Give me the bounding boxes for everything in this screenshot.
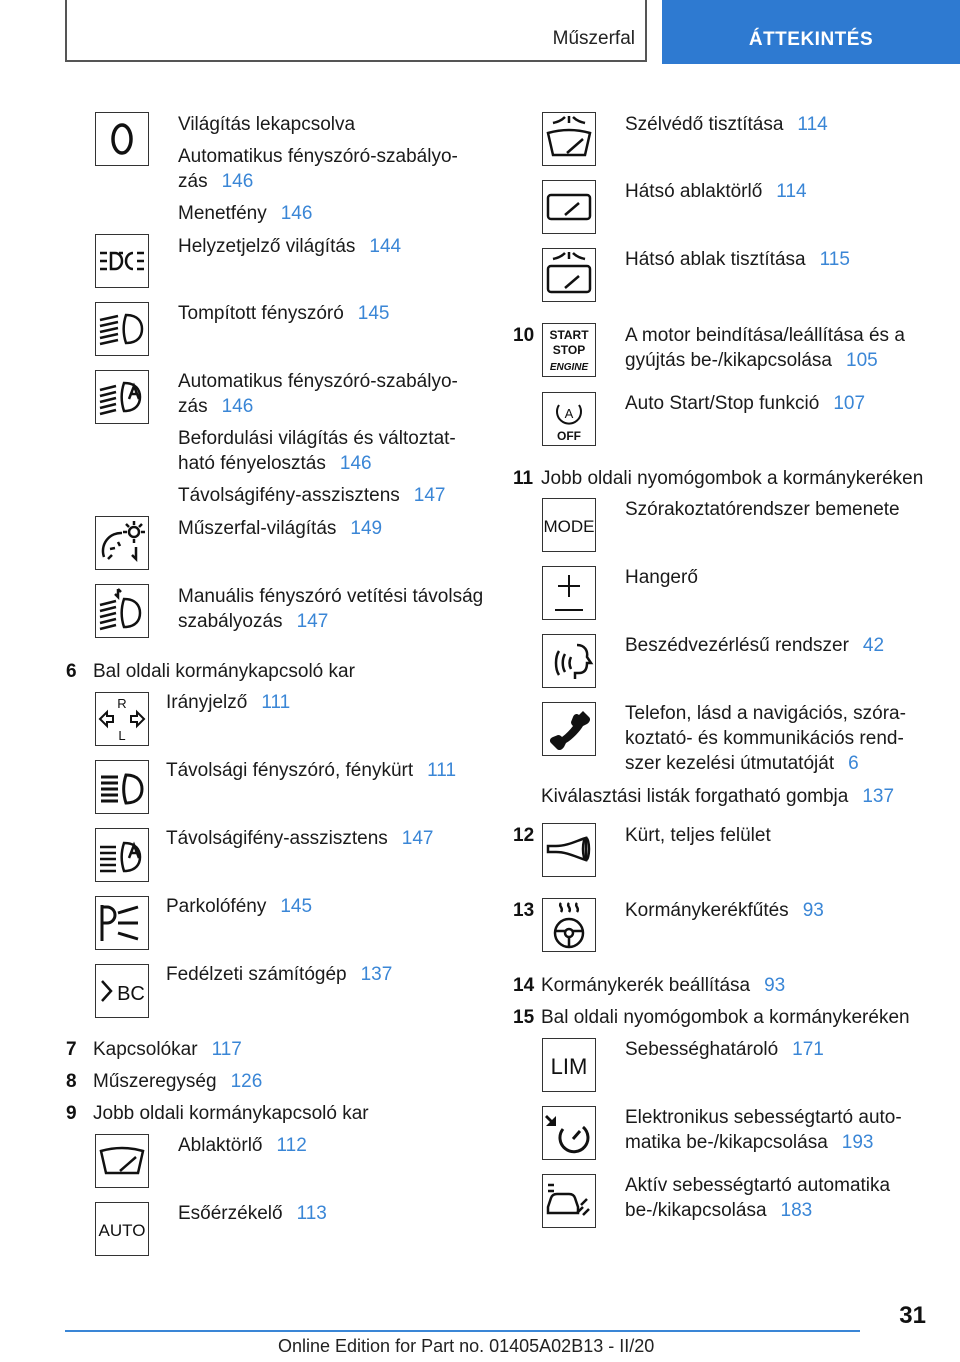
- low-beam-line: [178, 301, 390, 326]
- cruise-text-2: matika be-/kikapcsolása: [625, 1132, 828, 1153]
- steering-heating-icon: [542, 898, 596, 952]
- voice-line: [625, 633, 884, 658]
- phone-text-3: szer kezelési útmutatóját: [625, 753, 835, 774]
- page-ref[interactable]: 111: [427, 760, 457, 781]
- page-ref[interactable]: 105: [846, 350, 878, 371]
- high-beam-line: [166, 758, 456, 783]
- lim-line: [625, 1037, 824, 1062]
- parking2-text: Parkolófény: [166, 896, 267, 917]
- rain-line: [178, 1201, 327, 1226]
- highbeam-assist-text: Távolságifény-asszisztens: [178, 485, 400, 506]
- daytime-line: [178, 201, 312, 226]
- item-14-line: [541, 973, 785, 998]
- item-8-line: [93, 1069, 262, 1094]
- page-ref[interactable]: 6: [848, 753, 859, 774]
- parking-lights-icon: [95, 234, 149, 288]
- cornering-text-2: ható fényelosztás: [178, 453, 326, 474]
- heating-text: Kormánykerékfűtés: [625, 900, 789, 921]
- page-ref[interactable]: 117: [211, 1039, 242, 1060]
- auto-headlight-text-2: zás: [178, 171, 208, 192]
- page-ref[interactable]: 42: [862, 635, 885, 656]
- cruise-text: Elektronikus sebességtartó auto-: [625, 1107, 902, 1128]
- page-ref[interactable]: 147: [401, 828, 434, 849]
- phone-text: Telefon, lásd a navigációs, szóra-: [625, 703, 906, 724]
- turn-r-label: R: [117, 696, 127, 711]
- high-beam-icon: [95, 760, 149, 814]
- item-number: 7: [66, 1039, 77, 1060]
- item-number: 12: [513, 825, 535, 846]
- auto-headlight-line: [178, 169, 253, 194]
- rear-wash-line: [625, 247, 850, 272]
- page-ref[interactable]: 137: [862, 786, 895, 807]
- hba2-line: [166, 826, 433, 851]
- volume-icon: [542, 566, 596, 620]
- page-ref[interactable]: 171: [792, 1039, 824, 1060]
- page-ref[interactable]: 145: [280, 896, 313, 917]
- instrument-lighting-icon: [95, 516, 149, 570]
- parking2-line: [166, 894, 312, 919]
- auto-start-stop-text: Auto Start/Stop funkció: [625, 393, 820, 414]
- parking-lights-line: [178, 234, 401, 259]
- page-ref[interactable]: 193: [841, 1132, 874, 1153]
- engine-label: ENGINE: [549, 362, 589, 373]
- acc-line: [625, 1198, 812, 1223]
- rain-sensor-icon: [95, 1202, 149, 1256]
- item-9-text: Jobb oldali kormánykapcsoló kar: [93, 1103, 369, 1124]
- headlight-range-text: Manuális fényszóró vetítési távolság: [178, 586, 484, 607]
- page-ref[interactable]: 146: [339, 453, 372, 474]
- page-ref[interactable]: 107: [833, 393, 866, 414]
- rear-wash-text: Hátsó ablak tisztítása: [625, 249, 806, 270]
- bc-line: [166, 962, 392, 987]
- cruise-line: [625, 1130, 873, 1155]
- page-ref[interactable]: 146: [280, 203, 313, 224]
- item-7-line: [93, 1037, 242, 1062]
- footer-rule: [65, 1330, 860, 1332]
- parking-lights-text: Helyzetjelző világítás: [178, 236, 356, 257]
- auto-a-label: A: [564, 406, 574, 421]
- daytime-text: Menetfény: [178, 203, 267, 224]
- voice-control-icon: [542, 634, 596, 688]
- auto-headlight-text: Automatikus fényszóró-szabályo-: [178, 146, 458, 167]
- item-7-text: Kapcsolókar: [93, 1039, 198, 1060]
- cruise-control-icon: [542, 1106, 596, 1160]
- item-number: 9: [66, 1103, 77, 1124]
- page-ref[interactable]: 147: [413, 485, 446, 506]
- highbeam-assist-icon: [95, 828, 149, 882]
- page-ref[interactable]: 183: [780, 1200, 813, 1221]
- turn-signal-icon: [95, 692, 149, 746]
- rear-wiper-line: [625, 179, 807, 204]
- phone-text-2: koztató- és kommunikációs rend-: [625, 728, 904, 749]
- washer-icon: [542, 112, 596, 166]
- auto-headlight-icon: [95, 370, 149, 424]
- rear-wiper-icon: [542, 180, 596, 234]
- instrument-light-line: [178, 516, 382, 541]
- page-ref[interactable]: 114: [776, 181, 807, 202]
- horn-text: Kürt, teljes felület: [625, 825, 771, 846]
- acc-text: Aktív sebességtartó automatika: [625, 1175, 891, 1196]
- rear-wiper-text: Hátsó ablaktörlő: [625, 181, 763, 202]
- start-stop-text: A motor beindítása/leállítása és a: [625, 325, 905, 346]
- start-stop-text-2: gyújtás be-/kikapcsolása: [625, 350, 832, 371]
- item-number: 11: [513, 468, 534, 489]
- section-title: Műszerfal: [552, 28, 635, 49]
- heating-line: [625, 898, 824, 923]
- auto-start-stop-icon: [542, 392, 596, 446]
- start-label: START: [549, 328, 589, 342]
- phone-icon: [542, 702, 596, 756]
- off-label: OFF: [557, 429, 581, 443]
- rain-text: Esőérzékelő: [178, 1203, 283, 1224]
- turn-l-label: L: [118, 728, 126, 743]
- page-ref[interactable]: 137: [360, 964, 393, 985]
- page-ref[interactable]: 114: [797, 114, 828, 135]
- item-8-text: Műszeregység: [93, 1071, 217, 1092]
- start-stop-line: [625, 348, 878, 373]
- wiper-text: Ablaktörlő: [178, 1135, 263, 1156]
- mode-label: MODE: [543, 517, 595, 536]
- item-number: 15: [513, 1007, 535, 1028]
- hba2-text: Távolságifény-asszisztens: [166, 828, 388, 849]
- page-ref[interactable]: 115: [819, 249, 850, 270]
- acc-text-2: be-/kikapcsolása: [625, 1200, 767, 1221]
- mode-icon: [542, 498, 596, 552]
- page-number: 31: [899, 1302, 926, 1329]
- headlight-range-line: [178, 609, 328, 634]
- highbeam-assist-line: [178, 483, 445, 508]
- page-ref[interactable]: 111: [261, 692, 291, 713]
- volume-text: Hangerő: [625, 567, 698, 588]
- item-6-text: Bal oldali kormánykapcsoló kar: [93, 661, 355, 682]
- page-ref[interactable]: 145: [357, 303, 390, 324]
- page-ref[interactable]: 93: [802, 900, 824, 921]
- low-beam-text: Tompított fényszóró: [178, 303, 344, 324]
- mode-text: Szórakoztatórendszer bemenete: [625, 499, 900, 520]
- thumbwheel-text: Kiválasztási listák forgatható gombja: [541, 786, 849, 807]
- item-14-text: Kormánykerék beállítása: [541, 975, 751, 996]
- auto-start-stop-line: [625, 391, 865, 416]
- page-ref[interactable]: 146: [221, 396, 254, 417]
- lim-text: Sebességhatároló: [625, 1039, 779, 1060]
- light-off-text: Világítás lekapcsolva: [178, 114, 356, 135]
- phone-line: [625, 751, 859, 776]
- page-ref[interactable]: 126: [230, 1071, 263, 1092]
- auto-headlight-b-text: Automatikus fényszóró-szabályo-: [178, 371, 458, 392]
- item-number: 6: [66, 661, 77, 682]
- page-ref[interactable]: 93: [764, 975, 786, 996]
- wiper-icon: [95, 1134, 149, 1188]
- item-15-text: Bal oldali nyomógombok a kormánykeréken: [541, 1007, 910, 1028]
- chapter-tab[interactable]: ÁTTEKINTÉS: [662, 0, 960, 64]
- parking-light-icon: [95, 896, 149, 950]
- washer-text: Szélvédő tisztítása: [625, 114, 784, 135]
- page-ref[interactable]: 149: [350, 518, 383, 539]
- page-ref[interactable]: 112: [276, 1135, 307, 1156]
- low-beam-icon: [95, 302, 149, 356]
- cornering-text: Befordulási világítás és változtat-: [178, 428, 456, 449]
- thumbwheel-line: [541, 784, 894, 809]
- high-beam-text: Távolsági fényszóró, fénykürt: [166, 760, 414, 781]
- headlight-range-text-2: szabályozás: [178, 611, 283, 632]
- headlight-range-icon: [95, 584, 149, 638]
- page-ref[interactable]: 113: [296, 1203, 327, 1224]
- page-ref[interactable]: 147: [296, 611, 329, 632]
- speed-limiter-icon: [542, 1038, 596, 1092]
- bc-text: Fedélzeti számítógép: [166, 964, 347, 985]
- page-ref[interactable]: 146: [221, 171, 254, 192]
- auto-headlight-b-text-2: zás: [178, 396, 208, 417]
- rear-wash-icon: [542, 248, 596, 302]
- instrument-light-text: Műszerfal-világítás: [178, 518, 337, 539]
- item-11-text: Jobb oldali nyomógombok a kormánykeréken: [541, 468, 924, 489]
- stop-label: STOP: [552, 343, 586, 357]
- light-off-icon: [95, 112, 149, 166]
- horn-icon: [542, 823, 596, 877]
- turn-signal-text: Irányjelző: [166, 692, 248, 713]
- lim-label: LIM: [550, 1054, 588, 1079]
- voice-text: Beszédvezérlésű rendszer: [625, 635, 849, 656]
- item-number: 10: [513, 325, 535, 346]
- active-cruise-icon: [542, 1174, 596, 1228]
- washer-line: [625, 112, 828, 137]
- auto-label: AUTO: [98, 1221, 146, 1240]
- cornering-line: [178, 451, 372, 476]
- page-ref[interactable]: 144: [369, 236, 402, 257]
- wiper-line: [178, 1133, 307, 1158]
- auto-headlight-b-line: [178, 394, 253, 419]
- item-number: 13: [513, 900, 535, 921]
- item-number: 8: [66, 1071, 77, 1092]
- board-computer-icon: [95, 964, 149, 1018]
- footer-edition: Online Edition for Part no. 01405A02B13 - II/20: [278, 1336, 655, 1356]
- bc-label: BC: [117, 983, 145, 1005]
- item-number: 14: [513, 975, 535, 996]
- start-stop-icon: [542, 323, 596, 377]
- turn-signal-line: [166, 690, 290, 715]
